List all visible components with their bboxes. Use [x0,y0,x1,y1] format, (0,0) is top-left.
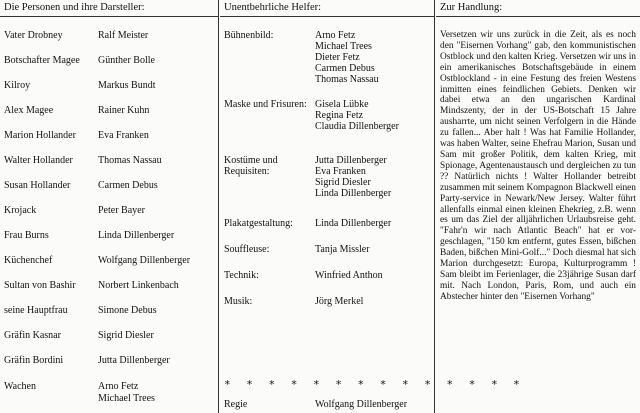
helper-name: Winfried Anthon [315,270,383,281]
cast-actor: Eva Franken [98,130,149,141]
star-divider: * * * * * * * * * * * * * * [224,378,525,391]
cast-role: Alex Magee [4,105,54,116]
helper-label: Souffleuse: [224,244,270,255]
cast-actor: Linda Dillenberger [98,230,175,241]
helper-label: Requisiten: [224,166,270,177]
cast-header-rule [0,16,218,17]
cast-column [0,0,218,413]
cast-actor: Rainer Kuhn [98,105,150,116]
cast-header: Die Personen und ihre Darsteller: [4,2,145,13]
plot-text: Versetzen wir uns zurück in die Zeit, als es noch den "Eisernen Vorhang" gab, den kommunistischen Ostblock und den kalten Krieg. Versetzen wir uns in ein amerikanisches Botschaftsgebäude in einem Ostblockland - in eine Festung des freien Westens inmitten eines feindlichen Gebiets. Denken wir dabei etwa an den ungarischen Kardinal Mindszenty, der in der US-Botschaft 15 Jahre ausharrte, um nicht seinen Verfolgern in die Hände zu fallen... Aber halt ! Was hat Familie Hollander, was haben Walter, seine Ehefrau Marion, Susan und Sam mit großer Politik, dem kalten Krieg, mit Spionage, Agentenaustausch und dergleichen zu tun ?? Natürlich nichts ! Walter Hollander betreibt zusammen mit seinem Kompagnon Blackwell einen Party-service in Newark/New Jersey. Walter führt allenfalls einmal einen kleinen Ehekrieg, z.B. wenn es um das Ziel der alljährlichen Urlaubsreise geht. "Fahr'n wir nach Atlantic Beach" hat er vor-geschlagen, "150 km entfernt, gutes Essen, bißchen Baden, bißchen Mini-Golf..." Doch diesmal hat sich Marion durchgesetzt: Europa, Kulturprogramm ! Sam bleibt im Ferienlager, die 23jährige Susan darf mit. Nach London, Paris, Rom, und auch ein Abstecher hinter den "Eisernen Vorhang" [440,30,636,302]
cast-role: Susan Hollander [4,180,71,191]
regie-name: Wolfgang Dillenberger [315,399,408,410]
cast-actor: Michael Trees [98,393,155,404]
cast-role: seine Hauptfrau [4,305,68,316]
helper-label: Technik: [224,270,259,281]
cast-role: Marion Hollander [4,130,76,141]
cast-role: Gräfin Kasnar [4,330,61,341]
helper-name: Dieter Fetz [315,52,360,63]
helper-label: Maske und Frisuren: [224,99,307,110]
helper-name: Linda Dillenberger [315,218,392,229]
column-divider-2 [434,0,435,413]
helper-label: Bühnenbild: [224,30,274,41]
helper-name: Carmen Debus [315,63,375,74]
cast-role: Krojack [4,205,37,216]
cast-actor: Carmen Debus [98,180,158,191]
helper-name: Tanja Missler [315,244,370,255]
regie-label: Regie [224,399,248,410]
cast-actor: Markus Bundt [98,80,156,91]
helper-name: Thomas Nassau [315,74,379,85]
cast-role: Frau Burns [4,230,49,241]
cast-actor: Thomas Nassau [98,155,162,166]
helpers-header-rule [220,16,434,17]
helper-name: Gisela Lübke [315,99,369,110]
helper-name: Claudia Dillenberger [315,121,399,132]
cast-actor: Peter Bayer [98,205,145,216]
cast-role: Wachen [4,381,36,392]
cast-actor: Wolfgang Dillenberger [98,255,191,266]
helper-name: Jörg Merkel [315,296,364,307]
cast-actor: Günther Bolle [98,55,155,66]
plot-header: Zur Handlung: [440,2,503,13]
cast-role: Botschafter Magee [4,55,80,66]
helper-name: Eva Franken [315,166,366,177]
column-divider-1 [218,0,219,413]
helpers-header: Unentbehrliche Helfer: [224,2,322,13]
cast-actor: Norbert Linkenbach [98,280,179,291]
helper-name: Regina Fetz [315,110,364,121]
helper-name: Michael Trees [315,41,372,52]
helper-label: Kostüme und [224,155,278,166]
cast-role: Vater Drobney [4,30,63,41]
helper-label: Musik: [224,296,253,307]
plot-column [436,0,640,413]
cast-role: Gräfin Bordini [4,355,64,366]
cast-role: Kilroy [4,80,31,91]
cast-actor: Jutta Dillenberger [98,355,170,366]
cast-actor: Sigrid Diesler [98,330,154,341]
cast-actor: Simone Debus [98,305,157,316]
cast-role: Walter Hollander [4,155,73,166]
helper-name: Arno Fetz [315,30,356,41]
cast-actor: Ralf Meister [98,30,149,41]
helper-name: Sigrid Diesler [315,177,371,188]
cast-role: Küchenchef [4,255,53,266]
helper-name: Jutta Dillenberger [315,155,387,166]
plot-header-rule [436,16,640,17]
cast-role: Sultan von Bashir [4,280,76,291]
helper-label: Plakatgestaltung: [224,218,293,229]
cast-actor: Arno Fetz [98,381,139,392]
helper-name: Linda Dillenberger [315,188,392,199]
